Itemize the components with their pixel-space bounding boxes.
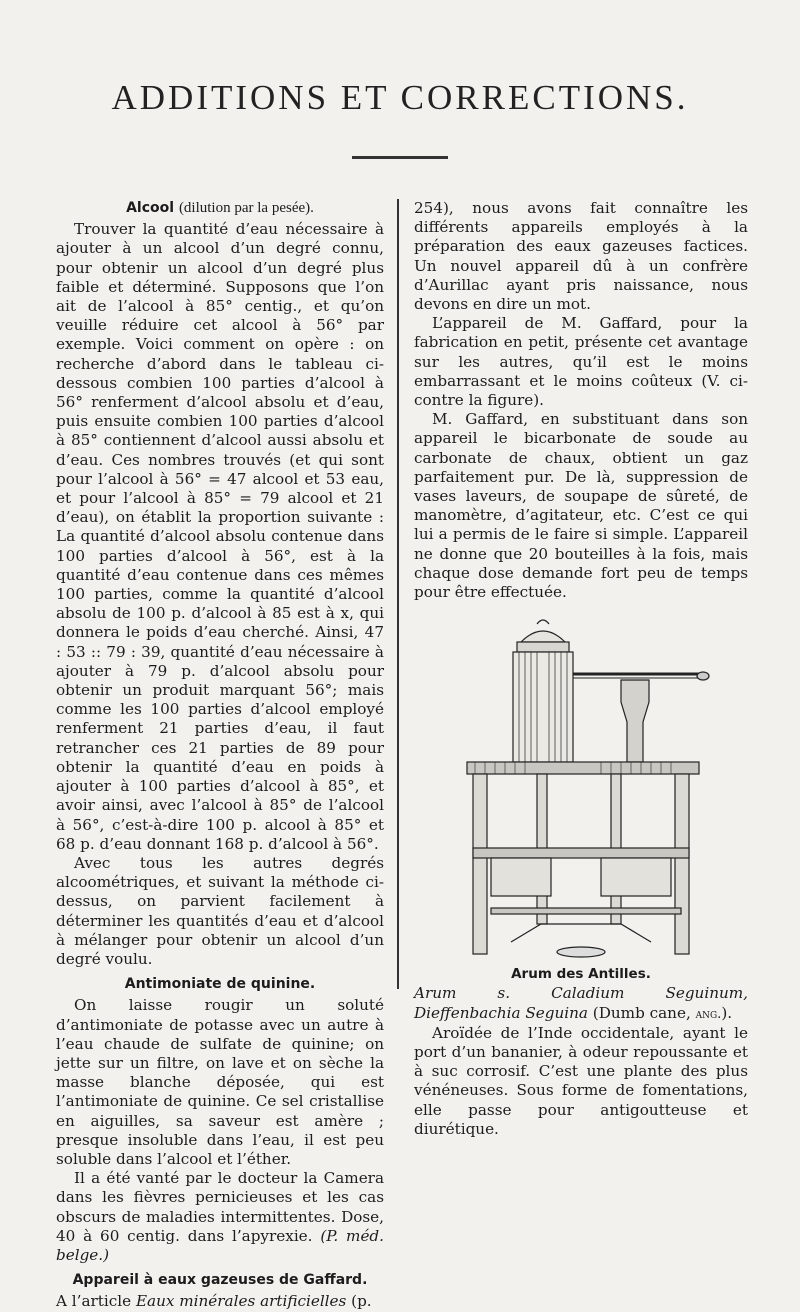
figure-caption: Arum des Antilles. — [511, 966, 651, 983]
alcool-p2: Avec tous les autres degrés alcoométriques, et suivant la méthode ci-dessus, on parvient facilement à déterminer les quantités d’eau et d’alcool à mélanger pour obtenir un alcool d’un degré voulu. — [56, 853, 384, 968]
alcool-heading-sub: (dilution par la pesée). — [178, 200, 314, 216]
antimoniate-source: (P. méd. belge.) — [56, 1226, 384, 1264]
arum-title: Arum s. Caladium Seguinum, Dieffenbachia Seguina — [414, 984, 748, 1022]
alcool-heading: Alcool (dilution par la pesée). — [126, 200, 314, 216]
antimoniate-heading: Antimoniate de quinine. — [124, 976, 316, 993]
left-column — [56, 199, 384, 1312]
appareil-link: Eaux minérales artificielles — [135, 1292, 347, 1311]
antimoniate-p1: On laisse rougir un soluté d’antimoniate de potasse avec un autre à l’eau chaude de sulfate de quinine; on jette sur un filtre, on lave et on sèche la masse blanche déposée, qui est l’antimoniate de quinine. Ce sel cristallise en aiguilles, sa saveur est amère ; presque insoluble dans l’eau, il est peu soluble dans l’alcool et l’éther. — [56, 996, 384, 1168]
column-divider — [397, 199, 399, 989]
gaffard-apparatus-illustration — [451, 612, 711, 962]
appareil-p1: A l’article Eaux minérales artificielles (p. — [56, 1292, 372, 1311]
appareil-heading: Appareil à eaux gazeuses de Gaffard. — [72, 1272, 368, 1289]
right-column — [414, 199, 748, 1139]
arum-p1: Aroïdée de l’Inde occidentale, ayant le port d’un bananier, à odeur repoussante et à suc corrosif. C’est une plante des plus vénéneuses. Sous forme de fomentations, elle passe pour antigoutteuse et diurétique. — [414, 1023, 748, 1138]
antimoniate-p2: Il a été vanté par le docteur la Camera dans les fièvres pernicieuses et les cas obscurs de maladies intermittentes. Dose, 40 à 60 centig. dans l’apyrexie. (P. méd. belge.) — [56, 1169, 384, 1264]
arum-heading: Arum s. Caladium Seguinum, Dieffenbachia Seguina (Dumb cane, ang.). — [414, 984, 748, 1022]
page-title: ADDITIONS ET CORRECTIONS. — [111, 78, 689, 117]
alcool-p1: Trouver la quantité d’eau nécessaire à ajouter à un alcool d’un degré connu, pour obtenir un alcool d’un degré plus faible et déterminé. Supposons que l’on ait de l’alcool à 85° centig., et qu’on veuille réduire cet alcool à 56° par exemple. Voici comment on opère : on recherche d’abord dans le tableau ci-dessous combien 100 parties d’alcool à 56° renferment d’alcool absolu et d’eau, puis ensuite combien 100 parties d’alcool à 85° contiennent d’alcool aussi absolu et d’eau. Ces nombres trouvés (et qui sont pour l’alcool à 56° = 47 alcool et 53 eau, et pour l’alcool à 85° = 79 alcool et 21 d’eau), on établit la proportion suivante : La quantité d’alcool absolu contenue dans 100 parties d’alcool à 56°, est à la quantité d’eau contenue dans ces mêmes 100 parties, comme la quantité d’alcool absolu de 100 p. d’alcool à 85 est à x, qui donnera le poids d’eau cherché. Ainsi, 47 : 53 :: 79 : 39, quantité d’eau nécessaire à ajouter à 79 p. d’alcool absolu pour obtenir un produit marquant 56°; mais comme les 100 parties d’alcool employé renferment 21 parties d’eau, il faut retrancher ces 21 parties de 89 pour obtenir la quantité d’eau en poids à ajouter à 100 parties d’alcool à 85°, et avoir ainsi, avec l’alcool à 85° de l’alcool à 56°, c’est-à-dire 100 p. alcool à 85° et 68 p. d’eau donnant 168 p. d’alcool à 56°. — [56, 220, 384, 853]
appareil-cont-p1: 254), nous avons fait connaître les différents appareils employés à la préparation des eaux gazeuses factices. Un nouvel appareil dû à un confrère d’Aurillac ayant pris naissance, nous devons en dire un mot. — [414, 199, 748, 314]
arum-abbr: ang. — [695, 1006, 722, 1022]
appareil-cont-p2: L’appareil de M. Gaffard, pour la fabrication en petit, présente cet avantage sur les autres, qu’il est le moins embarrassant et le moins coûteux (V. ci-contre la figure). — [414, 314, 748, 410]
title-rule — [352, 156, 448, 159]
appareil-cont-p3: M. Gaffard, en substituant dans son appareil le bicarbonate de soude au carbonate de chaux, obtient un gaz parfaitement pur. De là, suppression de vases laveurs, de soupape de sûreté, de manomètre, d’agitateur, etc. C’est ce qui lui a permis de le faire si simple. L’appareil ne donne que 20 bouteilles à la fois, mais chaque dose demande fort peu de temps pour être effectuée. — [414, 410, 748, 602]
